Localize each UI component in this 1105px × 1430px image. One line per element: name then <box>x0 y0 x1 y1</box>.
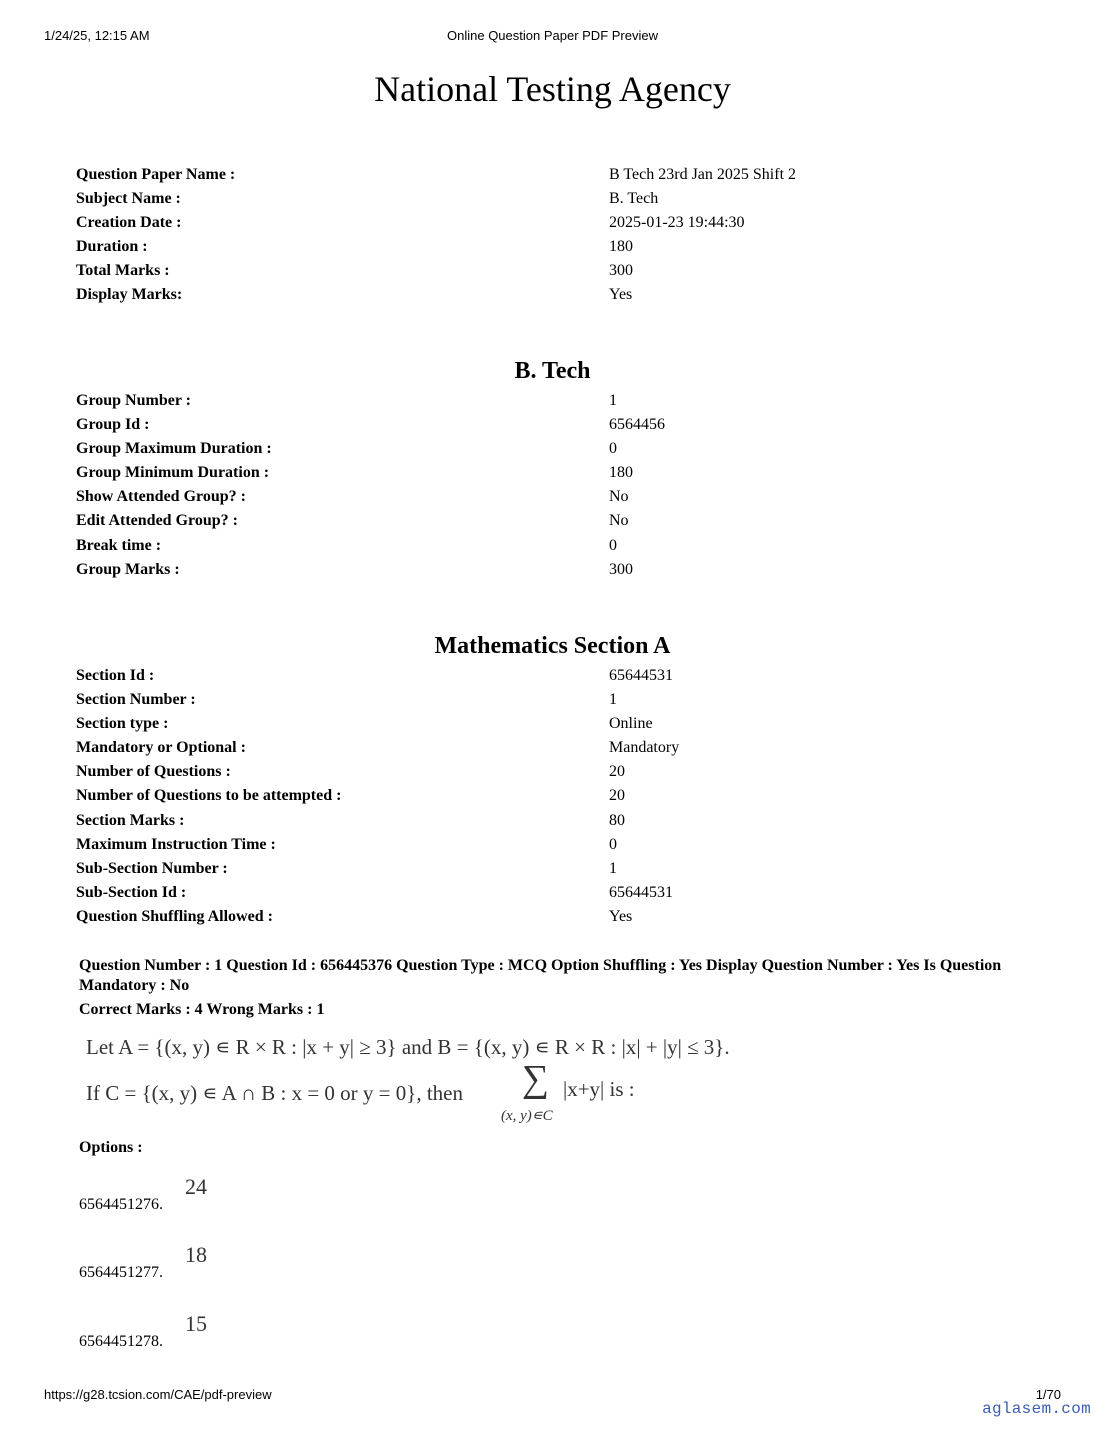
info-row <box>76 835 1065 859</box>
info-value: Yes <box>609 907 633 925</box>
info-row <box>76 285 1065 309</box>
info-value: 65644531 <box>609 667 673 684</box>
paper-info-table <box>76 165 1065 310</box>
page-url-link[interactable]: https://g28.tcsion.com/CAE/pdf-preview <box>44 1387 272 1402</box>
question-meta: Question Number : 1 Question Id : 656445376 Question Type : MCQ Option Shuffling : Yes Display Question Number : Yes Is Question Mandatory : No <box>79 957 1002 994</box>
info-value: No <box>609 512 629 530</box>
info-row <box>76 189 1065 213</box>
print-footer <box>44 1387 1061 1405</box>
group-heading: B. Tech <box>514 358 591 384</box>
info-value: B. Tech <box>609 190 659 208</box>
info-label: Total Marks : <box>76 262 170 280</box>
info-row <box>76 536 1065 560</box>
info-label: Group Number : <box>76 392 191 409</box>
question-line-1: Let A = {(x, y) ∊ R × R : |x + y| ≥ 3} and B = {(x, y) ∊ R × R : |x| + |y| ≤ 3}. <box>86 1035 730 1059</box>
info-label: Number of Questions : <box>76 763 231 781</box>
info-label: Display Marks: <box>76 286 183 304</box>
info-value: Online <box>609 715 653 733</box>
info-value: 20 <box>609 763 625 781</box>
print-datetime: 1/24/25, 12:15 AM <box>44 28 150 43</box>
section-heading: Mathematics Section A <box>434 633 671 659</box>
info-value: 2025-01-23 19:44:30 <box>609 214 745 232</box>
info-row <box>76 237 1065 261</box>
info-value: 65644531 <box>609 883 673 901</box>
option-id: 6564451278. <box>79 1333 163 1350</box>
info-label: Question Paper Name : <box>76 166 236 183</box>
option-value: 24 <box>185 1174 207 1199</box>
info-value: 1 <box>609 859 617 877</box>
info-row <box>76 762 1065 786</box>
info-row <box>76 859 1065 883</box>
info-label: Section Marks : <box>76 811 185 829</box>
info-row <box>76 213 1065 237</box>
section-info-table <box>76 666 1065 931</box>
info-value: No <box>609 488 629 506</box>
info-row <box>76 883 1065 907</box>
info-value: 0 <box>609 536 617 554</box>
option-id: 6564451276. <box>79 1196 163 1213</box>
options-label: Options : <box>79 1139 143 1156</box>
page-number: 1/70 <box>1035 1387 1061 1402</box>
info-row <box>76 487 1065 511</box>
print-title: Online Question Paper PDF Preview <box>447 28 658 43</box>
info-row <box>76 165 1065 189</box>
info-label: Sub-Section Id : <box>76 883 187 901</box>
info-value: 300 <box>609 560 633 578</box>
info-label: Mandatory or Optional : <box>76 739 246 757</box>
info-label: Maximum Instruction Time : <box>76 835 276 853</box>
info-label: Number of Questions to be attempted : <box>76 787 342 805</box>
info-label: Group Maximum Duration : <box>76 440 272 458</box>
info-value: 1 <box>609 691 617 709</box>
summation-symbol: ∑ <box>522 1058 550 1100</box>
print-header <box>44 28 1061 46</box>
question-line-2: If C = {(x, y) ∊ A ∩ B : x = 0 or y = 0}, then <box>86 1081 463 1105</box>
question-line-2-end: |x+y| is : <box>563 1077 635 1101</box>
info-value: Yes <box>609 286 633 304</box>
info-value: 80 <box>609 811 625 829</box>
info-row <box>76 261 1065 285</box>
info-row <box>76 738 1065 762</box>
info-label: Section type : <box>76 715 169 733</box>
info-row <box>76 907 1065 931</box>
info-label: Sub-Section Number : <box>76 859 228 877</box>
info-value: 180 <box>609 238 633 256</box>
info-label: Group Marks : <box>76 560 180 578</box>
info-row <box>76 415 1065 439</box>
info-value: B Tech 23rd Jan 2025 Shift 2 <box>609 166 797 183</box>
info-row <box>76 666 1065 690</box>
info-row <box>76 811 1065 835</box>
info-value: 6564456 <box>609 416 665 434</box>
info-row <box>76 714 1065 738</box>
info-label: Break time : <box>76 536 162 554</box>
info-row <box>76 511 1065 535</box>
info-label: Edit Attended Group? : <box>76 512 238 530</box>
question-marks: Correct Marks : 4 Wrong Marks : 1 <box>79 1001 325 1018</box>
info-value: 20 <box>609 787 625 805</box>
info-label: Subject Name : <box>76 190 181 208</box>
info-row <box>76 439 1065 463</box>
document-title: National Testing Agency <box>374 69 731 109</box>
info-value: 0 <box>609 835 617 853</box>
info-label: Duration : <box>76 238 148 256</box>
info-value: 0 <box>609 440 617 458</box>
group-info-table <box>76 391 1065 584</box>
info-row <box>76 786 1065 810</box>
info-label: Question Shuffling Allowed : <box>76 907 273 925</box>
info-row <box>76 560 1065 584</box>
question-block <box>79 956 1025 1350</box>
info-row <box>76 690 1065 714</box>
info-row <box>76 463 1065 487</box>
info-label: Section Number : <box>76 691 196 709</box>
info-label: Group Id : <box>76 416 150 434</box>
info-value: 1 <box>609 392 617 409</box>
info-value: 180 <box>609 464 633 482</box>
summation-subscript: (x, y)∊C <box>501 1108 553 1124</box>
info-label: Show Attended Group? : <box>76 488 246 506</box>
option-id: 6564451277. <box>79 1264 163 1281</box>
watermark: aglasem.com <box>982 1400 1091 1418</box>
info-label: Creation Date : <box>76 214 182 232</box>
option-value: 18 <box>185 1242 207 1267</box>
info-label: Group Minimum Duration : <box>76 464 270 482</box>
option-value: 15 <box>185 1311 207 1336</box>
info-label: Section Id : <box>76 667 155 684</box>
info-value: 300 <box>609 262 633 280</box>
question-statement <box>79 1032 769 1130</box>
info-row <box>76 391 1065 415</box>
info-value: Mandatory <box>609 739 680 757</box>
